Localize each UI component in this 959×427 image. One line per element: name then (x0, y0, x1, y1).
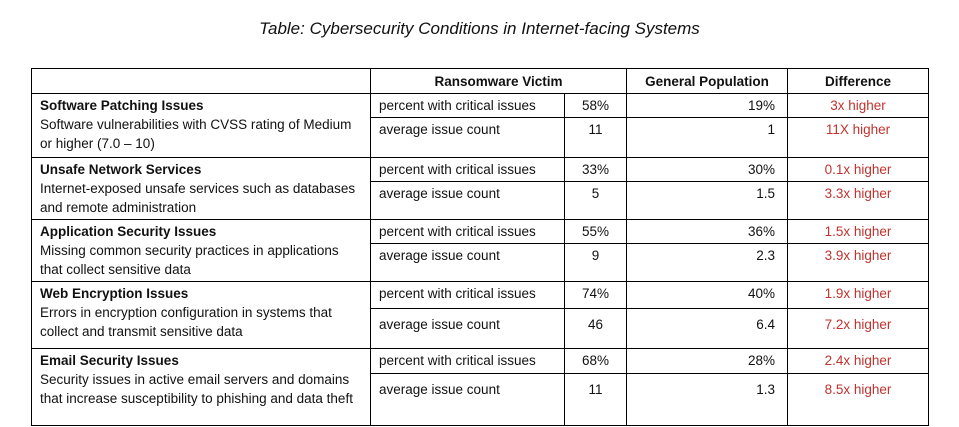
general-value: 40% (627, 282, 788, 309)
metric-label: average issue count (371, 244, 565, 282)
table-row (32, 282, 929, 309)
difference-value: 2.4x higher (788, 349, 929, 374)
general-value: 2.3 (627, 244, 788, 282)
ransomware-value: 55% (565, 220, 627, 244)
category-name: Application Security Issues (40, 224, 217, 239)
metric-label: percent with critical issues (371, 158, 565, 182)
general-value: 36% (627, 220, 788, 244)
ransomware-value: 74% (565, 282, 627, 309)
table-row (32, 158, 929, 182)
general-value: 30% (627, 158, 788, 182)
ransomware-value: 9 (565, 244, 627, 282)
ransomware-value: 58% (565, 94, 627, 118)
ransomware-value: 33% (565, 158, 627, 182)
header-row (32, 69, 929, 94)
category-cell (32, 282, 371, 349)
metric-label: average issue count (371, 182, 565, 220)
difference-value: 8.5x higher (788, 374, 929, 426)
difference-value: 3x higher (788, 94, 929, 118)
table-row (32, 349, 929, 374)
header-general-population: General Population (627, 69, 788, 94)
category-name: Web Encryption Issues (40, 286, 189, 301)
ransomware-value: 5 (565, 182, 627, 220)
metric-label: percent with critical issues (371, 94, 565, 118)
general-value: 6.4 (627, 309, 788, 349)
header-category (32, 69, 371, 94)
header-ransomware-victim: Ransomware Victim (371, 69, 627, 94)
metric-label: average issue count (371, 118, 565, 158)
metric-label: average issue count (371, 309, 565, 349)
general-value: 19% (627, 94, 788, 118)
general-value: 1 (627, 118, 788, 158)
cybersecurity-table (31, 68, 929, 426)
difference-value: 1.9x higher (788, 282, 929, 309)
ransomware-value: 11 (565, 118, 627, 158)
table-row (32, 94, 929, 118)
category-description: Errors in encryption configuration in systems that collect and transmit sensitive data (40, 305, 332, 339)
general-value: 1.3 (627, 374, 788, 426)
difference-value: 1.5x higher (788, 220, 929, 244)
category-description: Security issues in active email servers and domains that increase susceptibility to phishing and data theft (40, 372, 353, 406)
general-value: 1.5 (627, 182, 788, 220)
difference-value: 11X higher (788, 118, 929, 158)
category-cell (32, 220, 371, 282)
metric-label: percent with critical issues (371, 220, 565, 244)
category-description: Software vulnerabilities with CVSS rating of Medium or higher (7.0 – 10) (40, 117, 352, 151)
table-row (32, 220, 929, 244)
metric-label: average issue count (371, 374, 565, 426)
metric-label: percent with critical issues (371, 349, 565, 374)
category-name: Email Security Issues (40, 353, 179, 368)
ransomware-value: 11 (565, 374, 627, 426)
category-description: Internet-exposed unsafe services such as databases and remote administration (40, 181, 356, 215)
ransomware-value: 68% (565, 349, 627, 374)
category-cell (32, 94, 371, 158)
difference-value: 3.9x higher (788, 244, 929, 282)
category-name: Unsafe Network Services (40, 162, 202, 177)
metric-label: percent with critical issues (371, 282, 565, 309)
ransomware-value: 46 (565, 309, 627, 349)
difference-value: 7.2x higher (788, 309, 929, 349)
category-cell (32, 349, 371, 426)
difference-value: 0.1x higher (788, 158, 929, 182)
category-cell (32, 158, 371, 220)
category-name: Software Patching Issues (40, 98, 204, 113)
category-description: Missing common security practices in applications that collect sensitive data (40, 243, 339, 277)
header-difference: Difference (788, 69, 929, 94)
difference-value: 3.3x higher (788, 182, 929, 220)
general-value: 28% (627, 349, 788, 374)
table-title: Table: Cybersecurity Conditions in Internet-facing Systems (259, 19, 700, 38)
